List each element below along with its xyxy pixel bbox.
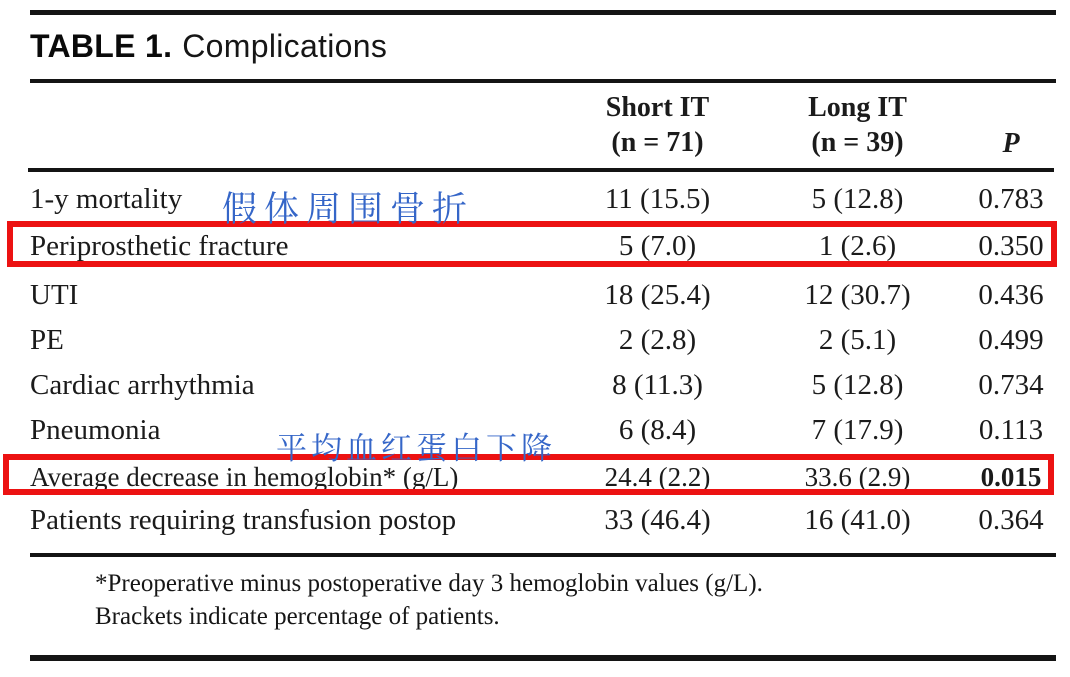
- table-number-label: TABLE 1.: [30, 28, 173, 64]
- annotation-periprosthetic-fracture-cn: 假体周围骨折: [222, 190, 475, 230]
- footnote-line-1: *Preoperative minus postoperative day 3 hemoglobin values (g/L).: [95, 570, 763, 597]
- column-header-short-it: [540, 90, 775, 160]
- cell-long-it: 5 (12.8): [811, 369, 904, 401]
- cell-long-it: 7 (17.9): [811, 414, 904, 446]
- cell-p-value: 0.734: [978, 369, 1044, 401]
- table-title-text: Complications: [182, 28, 388, 64]
- cell-long-it: 33.6 (2.9): [804, 462, 911, 492]
- header-rule: [28, 168, 1054, 172]
- annotation-hemoglobin-decrease-cn: 平均血红蛋白下降: [276, 431, 556, 467]
- footnote-rule: [30, 553, 1056, 557]
- cell-short-it: 8 (11.3): [612, 369, 703, 401]
- cell-long-it: 16 (41.0): [804, 504, 911, 536]
- table-row-1y-mortality: [0, 181, 1070, 219]
- footnote-line-2: Brackets indicate percentage of patients.: [95, 603, 500, 630]
- bottom-rule: [30, 655, 1056, 661]
- row-label: 1-y mortality: [30, 183, 183, 215]
- cell-p-value: 0.113: [978, 414, 1044, 446]
- cell-short-it: 2 (2.8): [618, 324, 697, 356]
- row-label: PE: [30, 324, 64, 356]
- column-header-short-it-line2: (n = 71): [611, 127, 704, 158]
- highlight-box-periprosthetic-fracture: [7, 221, 1057, 267]
- cell-short-it: 11 (15.5): [604, 183, 711, 215]
- cell-short-it: 24.4 (2.2): [604, 462, 711, 492]
- column-header-p: P: [1002, 128, 1020, 159]
- table-row-transfusion: [0, 502, 1070, 540]
- table-row-uti: [0, 277, 1070, 315]
- title-rule: [30, 79, 1056, 83]
- row-label: Pneumonia: [30, 414, 161, 446]
- column-header-short-it-line1: Short IT: [605, 92, 710, 123]
- table-row-pe: [0, 322, 1070, 360]
- cell-p-value: 0.350: [978, 230, 1044, 262]
- top-rule: [30, 10, 1056, 15]
- row-label: Periprosthetic fracture: [30, 230, 289, 262]
- cell-short-it: 6 (8.4): [618, 414, 697, 446]
- column-header-long-it-line1: Long IT: [808, 92, 907, 123]
- cell-p-value: 0.364: [978, 504, 1044, 536]
- cell-p-value-significant: 0.015: [980, 462, 1042, 492]
- cell-p-value: 0.499: [978, 324, 1044, 356]
- column-header-long-it: [765, 90, 950, 160]
- table-row-cardiac-arrhythmia: [0, 367, 1070, 405]
- cell-p-value: 0.783: [978, 183, 1044, 215]
- cell-long-it: 2 (5.1): [818, 324, 897, 356]
- row-label: UTI: [30, 279, 79, 311]
- cell-short-it: 18 (25.4): [604, 279, 711, 311]
- row-label: Average decrease in hemoglobin* (g/L): [30, 462, 459, 492]
- row-label: Cardiac arrhythmia: [30, 369, 255, 401]
- cell-long-it: 12 (30.7): [804, 279, 911, 311]
- cell-short-it: 33 (46.4): [604, 504, 711, 536]
- row-label: Patients requiring transfusion postop: [30, 504, 457, 536]
- cell-long-it: 1 (2.6): [818, 230, 897, 262]
- page-title: [30, 28, 387, 65]
- cell-p-value: 0.436: [978, 279, 1044, 311]
- cell-short-it: 5 (7.0): [618, 230, 697, 262]
- column-header-long-it-line2: (n = 39): [811, 127, 904, 158]
- cell-long-it: 5 (12.8): [811, 183, 904, 215]
